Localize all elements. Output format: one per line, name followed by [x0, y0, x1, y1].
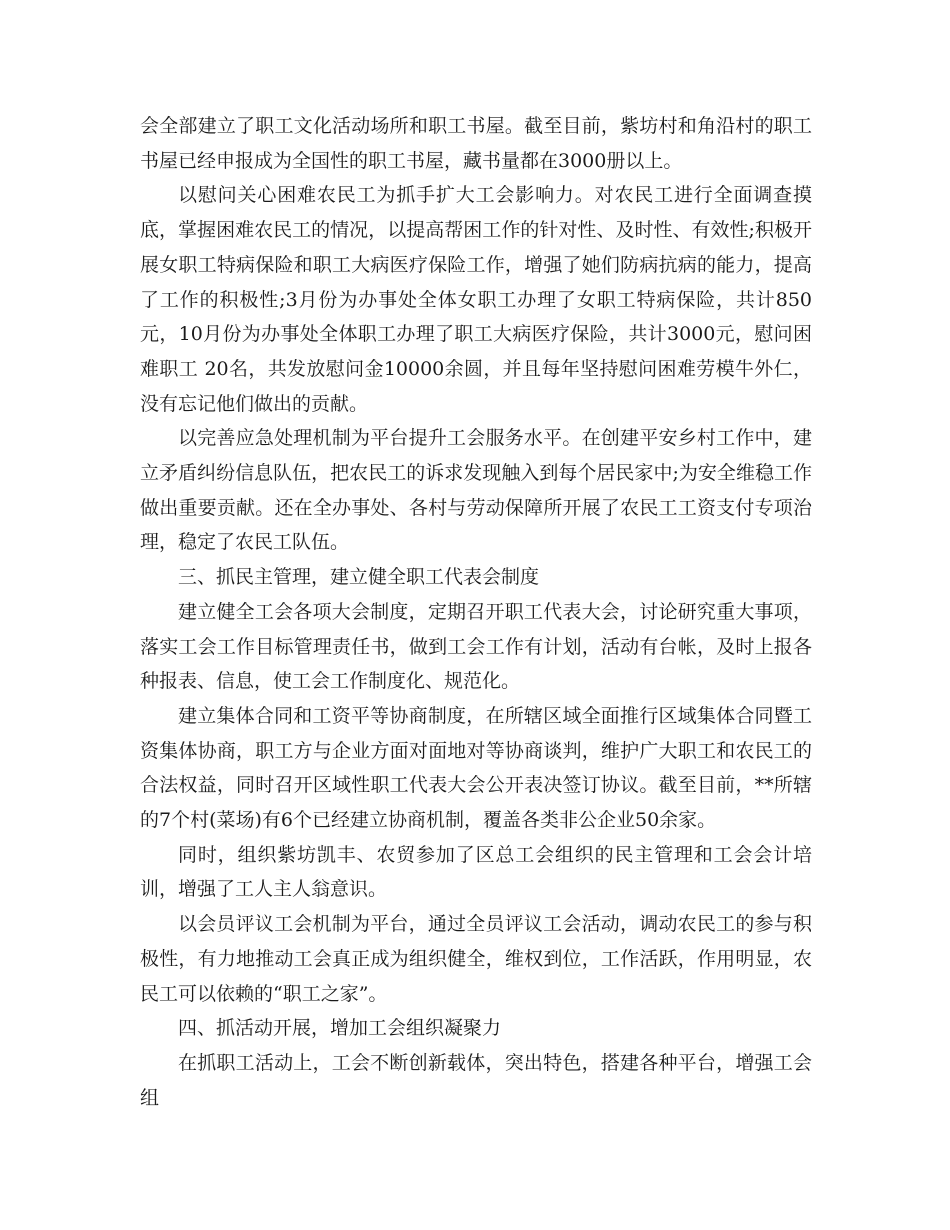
section-heading-3: 三、抓民主管理，建立健全职工代表会制度 [178, 566, 540, 589]
paragraph-2: 以慰问关心困难农民工为抓手扩大工会影响力。对农民工进行全面调查摸底，掌握困难农民工的情况，以提高帮困工作的针对性、及时性、有效性;积极开展女职工特病保险和职工大病医疗保险工作，增强了她们防病抗病的能力，提高了工作的积极性;3月份为办事处全体女职工办理了女职工特病保险，共计850元，10月份为办事处全体职工办理了职工大病医疗保险，共计3000元，慰问困难职工 20名，共发放慰问金10000余圆，并且每年坚持慰问困难劳模牛外仁，没有忘记他们做出的贡献。 [140, 184, 812, 415]
document-page [140, 109, 812, 1115]
paragraph-4: 建立健全工会各项大会制度，定期召开职工代表大会，讨论研究重大事项，落实工会工作目标管理责任书，做到工会工作有计划，活动有台帐，及时上报各种报表、信息，使工会工作制度化、规范化。 [140, 600, 812, 693]
paragraph-7: 以会员评议工会机制为平台，通过全员评议工会活动，调动农民工的参与积极性，有力地推动工会真正成为组织健全，维权到位，工作活跃，作用明显，农民工可以依赖的“职工之家”。 [140, 913, 812, 1005]
paragraph-5: 建立集体合同和工资平等协商制度，在所辖区域全面推行区域集体合同暨工资集体协商，职工方与企业方面对面地对等协商谈判，维护广大职工和农民工的合法权益，同时召开区域性职工代表大会公开表决签订协议。截至目前，**所辖的7个村(菜场)有6个已经建立协商机制，覆盖各类非公企业50余家。 [140, 704, 812, 832]
paragraph-1: 会全部建立了职工文化活动场所和职工书屋。截至目前，紫坊村和角沿村的职工书屋已经申报成为全国性的职工书屋，藏书量都在3000册以上。 [140, 115, 812, 172]
paragraph-3: 以完善应急处理机制为平台提升工会服务水平。在创建平安乡村工作中，建立矛盾纠纷信息队伍，把农民工的诉求发现触入到每个居民家中;为安全维稳工作做出重要贡献。还在全办事处、各村与劳动保障所开展了农民工工资支付专项治理，稳定了农民工队伍。 [140, 427, 812, 554]
section-heading-4: 四、抓活动开展，增加工会组织凝聚力 [178, 1017, 502, 1040]
paragraph-8: 在抓职工活动上，工会不断创新载体，突出特色，搭建各种平台，增强工会组 [140, 1051, 812, 1109]
paragraph-6: 同时，组织紫坊凯丰、农贸参加了区总工会组织的民主管理和工会会计培训，增强了工人主人翁意识。 [140, 843, 812, 901]
